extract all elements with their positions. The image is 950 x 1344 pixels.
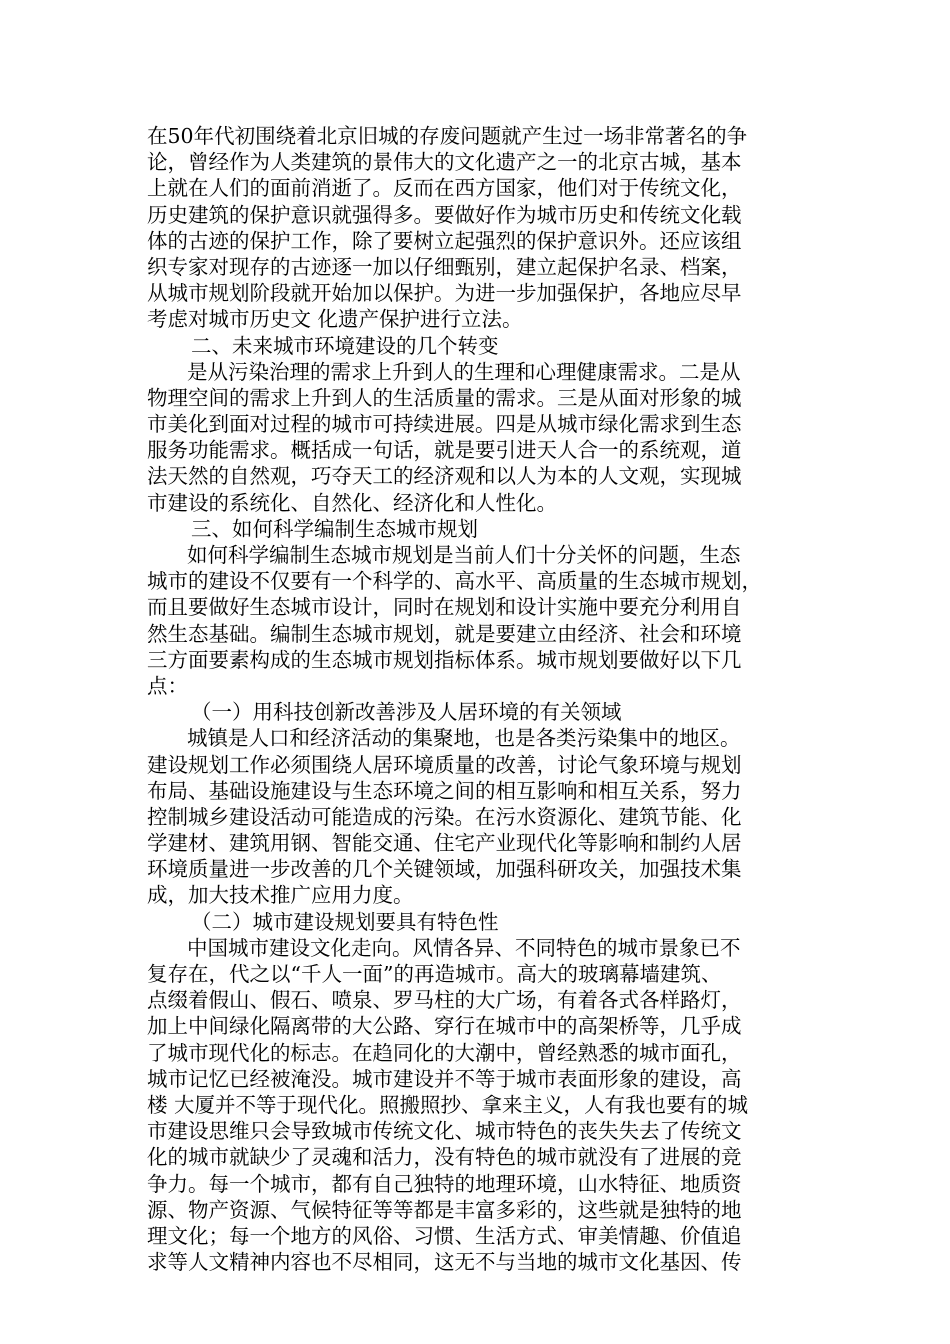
document-body-text	[147, 123, 807, 1275]
text-line: 楼 大厦并不等于现代化。照搬照抄、拿来主义，人有我也要有的城	[147, 1092, 749, 1117]
text-line: 点缀着假山、假石、喷泉、罗马柱的大广场，有着各式各样路灯，	[147, 988, 742, 1013]
text-line: 了城市现代化的标志。在趋同化的大潮中，曾经熟悉的城市面孔，	[147, 1040, 742, 1065]
text-line: 城市记忆已经被淹没。城市建设并不等于城市表面形象的建设，高	[147, 1066, 742, 1091]
text-line: 学建材、建筑用钢、智能交通、住宅产业现代化等影响和制约人居	[147, 831, 742, 856]
text-line: 而且要做好生态城市设计，同时在规划和设计实施中要充分利用自	[147, 595, 742, 620]
paragraph-first-line: 中国城市建设文化走向。风情各异、不同特色的城市景象已不	[187, 935, 741, 960]
text-line: 从城市规划阶段就开始加以保护。为进一步加强保护，各地应尽早	[147, 281, 742, 306]
text-line: 物理空间的需求上升到人的生活质量的需求。三是从面对形象的城	[147, 385, 742, 410]
text-line: 源、物产资源、气候特征等等都是丰富多彩的，这些就是独特的地	[147, 1197, 742, 1222]
text-line: 三方面要素构成的生态城市规划指标体系。城市规划要做好以下几	[147, 647, 742, 672]
paragraph-first-line: 是从污染治理的需求上升到人的生理和心理健康需求。二是从	[187, 359, 741, 384]
subsection-heading: （二）城市建设规划要具有特色性	[191, 909, 499, 934]
section-heading: 三、如何科学编制生态城市规划	[191, 516, 478, 541]
text-line: 市美化到面对过程的城市可持续进展。四是从城市绿化需求到生态	[147, 412, 742, 437]
text-line: 上就在人们的面前消逝了。反而在西方国家，他们对于传统文化，	[147, 176, 742, 201]
section-heading: 二、未来城市环境建设的几个转变	[191, 333, 499, 358]
text-line: 论，曾经作为人类建筑的景伟大的文化遗产之一的北京古城，基本	[147, 150, 742, 175]
text-line: 求等人文精神内容也不尽相同，这无不与当地的城市文化基因、传	[147, 1250, 742, 1275]
text-line: 服务功能需求。概括成一句话，就是要引进天人合一的系统观，道	[147, 438, 742, 463]
text-line: 在50年代初围绕着北京旧城的存废问题就产生过一场非常著名的争	[147, 124, 748, 148]
text-line: 控制城乡建设活动可能造成的污染。在污水资源化、建筑节能、化	[147, 804, 742, 829]
text-line: 城市的建设不仅要有一个科学的、高水平、高质量的生态城市规划，	[147, 569, 762, 594]
text-line: 加上中间绿化隔离带的大公路、穿行在城市中的高架桥等，几乎成	[147, 1014, 742, 1039]
text-line: 体的古迹的保护工作，除了要树立起强烈的保护意识外。还应该组	[147, 228, 742, 253]
text-line: 考虑对城市历史文 化遗产保护进行立法。	[147, 307, 523, 332]
text-line: 历史建筑的保护意识就强得多。要做好作为城市历史和传统文化载	[147, 202, 742, 227]
text-line: 织专家对现存的古迹逐一加以仔细甄别，建立起保护名录、档案，	[147, 254, 742, 279]
text-line: 然生态基础。编制生态城市规划，就是要建立由经济、社会和环境	[147, 621, 742, 646]
text-line: 点：	[147, 673, 188, 698]
subsection-heading: （一）用科技创新改善涉及人居环境的有关领域	[191, 700, 622, 725]
text-line: 环境质量进一步改善的几个关键领域，加强科研攻关，加强技术集	[147, 857, 742, 882]
text-line: 复存在，代之以“千人一面”的再造城市。高大的玻璃幕墙建筑、	[147, 962, 722, 986]
text-line: 市建设思维只会导致城市传统文化、城市特色的丧失失去了传统文	[147, 1119, 742, 1144]
text-line: 化的城市就缺少了灵魂和活力，没有特色的城市就没有了进展的竞	[147, 1145, 742, 1170]
text-line: 成，加大技术推广应用力度。	[147, 883, 414, 908]
text-line: 布局、基础设施建设与生态环境之间的相互影响和相互关系，努力	[147, 778, 742, 803]
text-line: 争力。每一个城市，都有自己独特的地理环境，山水特征、地质资	[147, 1171, 742, 1196]
text-line: 建设规划工作必须围绕人居环境质量的改善，讨论气象环境与规划	[147, 752, 742, 777]
paragraph-first-line: 城镇是人口和经济活动的集聚地，也是各类污染集中的地区。	[187, 726, 741, 751]
text-line: 法天然的自然观，巧夺天工的经济观和以人为本的人文观，实现城	[147, 464, 742, 489]
text-line: 理文化；每一个地方的风俗、习惯、生活方式、审美情趣、价值追	[147, 1223, 742, 1248]
paragraph-first-line: 如何科学编制生态城市规划是当前人们十分关怀的问题，生态	[187, 543, 741, 567]
text-line: 市建设的系统化、自然化、经济化和人性化。	[147, 490, 557, 515]
